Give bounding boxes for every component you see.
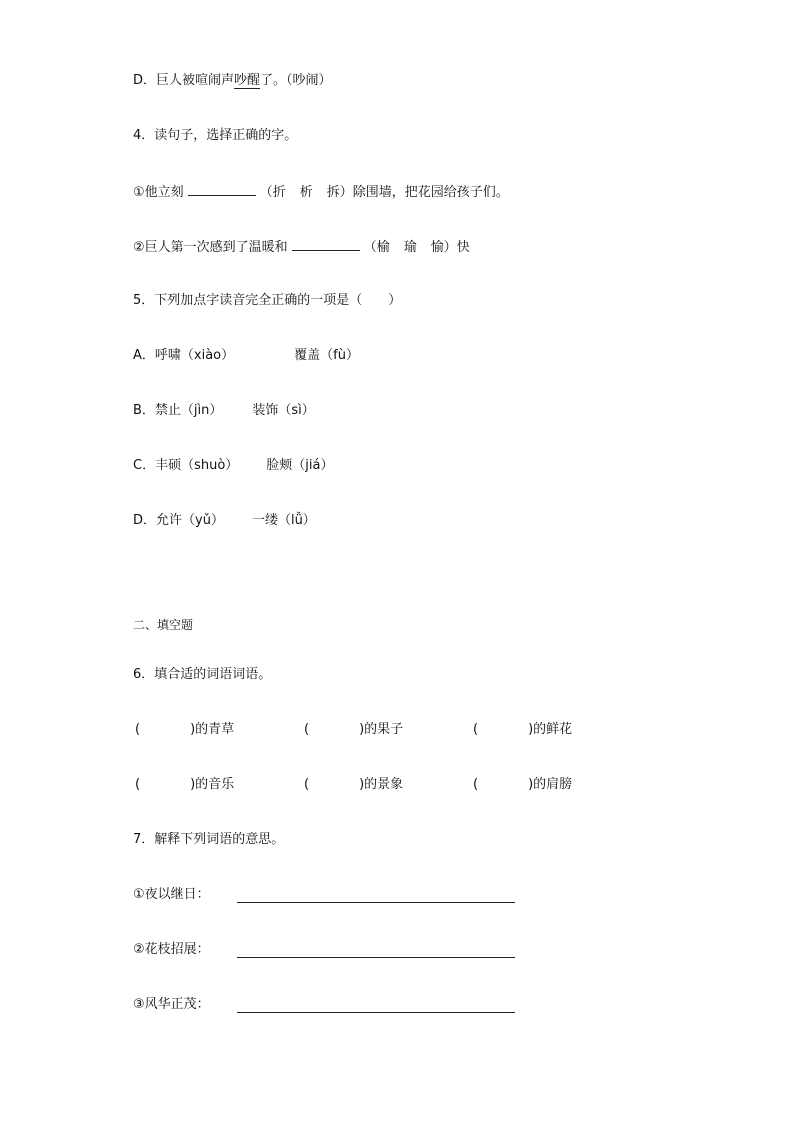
open-paren: （ bbox=[259, 185, 273, 200]
char-option: 瑜 bbox=[403, 240, 417, 255]
sentence-after: 快 bbox=[456, 240, 470, 255]
answer-line[interactable] bbox=[237, 1012, 515, 1013]
word-a: 丰硕（shuò） bbox=[155, 458, 239, 473]
answer-line[interactable] bbox=[237, 957, 515, 958]
q7-title: 7．解释下列词语的意思。 bbox=[133, 832, 285, 847]
sentence-before: 巨人被喧闹声 bbox=[156, 73, 235, 88]
answer-blank[interactable] bbox=[188, 182, 256, 196]
fill-phrase[interactable]: ( )的景象 bbox=[304, 777, 404, 792]
fill-phrase[interactable]: ( )的鲜花 bbox=[473, 722, 573, 737]
term: 夜以继日： bbox=[144, 887, 210, 902]
sentence-before: 巨人第一次感到了温暖和 bbox=[144, 240, 288, 255]
q7-item-2 bbox=[133, 941, 210, 959]
q5-option-c[interactable] bbox=[133, 457, 334, 475]
word-b: 一缕（lǚ） bbox=[251, 513, 316, 528]
q5-title: 5．下列加点字读音完全正确的一项是（ ） bbox=[133, 293, 402, 308]
q4-sentence-1 bbox=[133, 182, 509, 202]
term: 风华正茂： bbox=[144, 997, 210, 1012]
open-paren: （ bbox=[363, 240, 377, 255]
close-paren: ） bbox=[339, 185, 353, 200]
option-label: A． bbox=[133, 348, 155, 363]
circled-number: ① bbox=[133, 185, 145, 200]
option-label: B． bbox=[133, 403, 155, 418]
phrase-text: 的青草 bbox=[195, 722, 235, 737]
word-a: 允许（yǔ） bbox=[156, 513, 224, 528]
q6-title: 6．填合适的词语词语。 bbox=[133, 667, 272, 682]
circled-number: ① bbox=[133, 887, 145, 902]
word-b: 覆盖（fù） bbox=[294, 348, 359, 363]
option-label: D． bbox=[133, 73, 157, 88]
phrase-text: 的果子 bbox=[364, 722, 404, 737]
q7-item-1 bbox=[133, 886, 210, 904]
q4-title: 4．读句子，选择正确的字。 bbox=[133, 128, 298, 143]
sentence-before: 他立刻 bbox=[144, 185, 184, 200]
fill-phrase[interactable]: ( )的肩膀 bbox=[473, 777, 573, 792]
phrase-text: 的音乐 bbox=[195, 777, 235, 792]
word-a: 禁止（jìn） bbox=[154, 403, 223, 418]
fill-phrase[interactable]: ( )的果子 bbox=[304, 722, 404, 737]
q5-option-d[interactable] bbox=[133, 512, 316, 530]
circled-number: ③ bbox=[133, 997, 145, 1012]
q4-sentence-2 bbox=[133, 237, 470, 257]
word-b: 装饰（sì） bbox=[252, 403, 315, 418]
circled-number: ② bbox=[133, 240, 145, 255]
answer-line[interactable] bbox=[237, 902, 515, 903]
close-paren: ） bbox=[443, 240, 457, 255]
fill-phrase[interactable]: ( )的音乐 bbox=[135, 777, 235, 792]
char-option: 析 bbox=[299, 185, 313, 200]
word-b: 脸颊（jiá） bbox=[266, 458, 334, 473]
phrase-text: 的鲜花 bbox=[533, 722, 573, 737]
char-option: 榆 bbox=[376, 240, 390, 255]
option-label: C． bbox=[133, 458, 156, 473]
phrase-text: 的景象 bbox=[364, 777, 404, 792]
word-a: 呼啸（xiào） bbox=[154, 348, 235, 363]
section-title: 二、填空题 bbox=[133, 618, 194, 632]
q5-option-b[interactable] bbox=[133, 402, 315, 420]
sentence-after: 了。（吵闹） bbox=[260, 73, 332, 88]
answer-blank[interactable] bbox=[292, 237, 360, 251]
q3-option-d bbox=[133, 72, 332, 90]
sentence-after: 除围墙，把花园给孩子们。 bbox=[352, 185, 509, 200]
term: 花枝招展： bbox=[144, 942, 210, 957]
circled-number: ② bbox=[133, 942, 145, 957]
q5-option-a[interactable] bbox=[133, 347, 359, 365]
fill-phrase[interactable]: ( )的青草 bbox=[135, 722, 235, 737]
phrase-text: 的肩膀 bbox=[533, 777, 573, 792]
char-option: 拆 bbox=[326, 185, 340, 200]
q7-item-3 bbox=[133, 996, 210, 1014]
underlined-word: 吵醒 bbox=[234, 73, 261, 88]
option-label: D． bbox=[133, 513, 157, 528]
char-option: 折 bbox=[272, 185, 286, 200]
char-option: 愉 bbox=[430, 240, 444, 255]
